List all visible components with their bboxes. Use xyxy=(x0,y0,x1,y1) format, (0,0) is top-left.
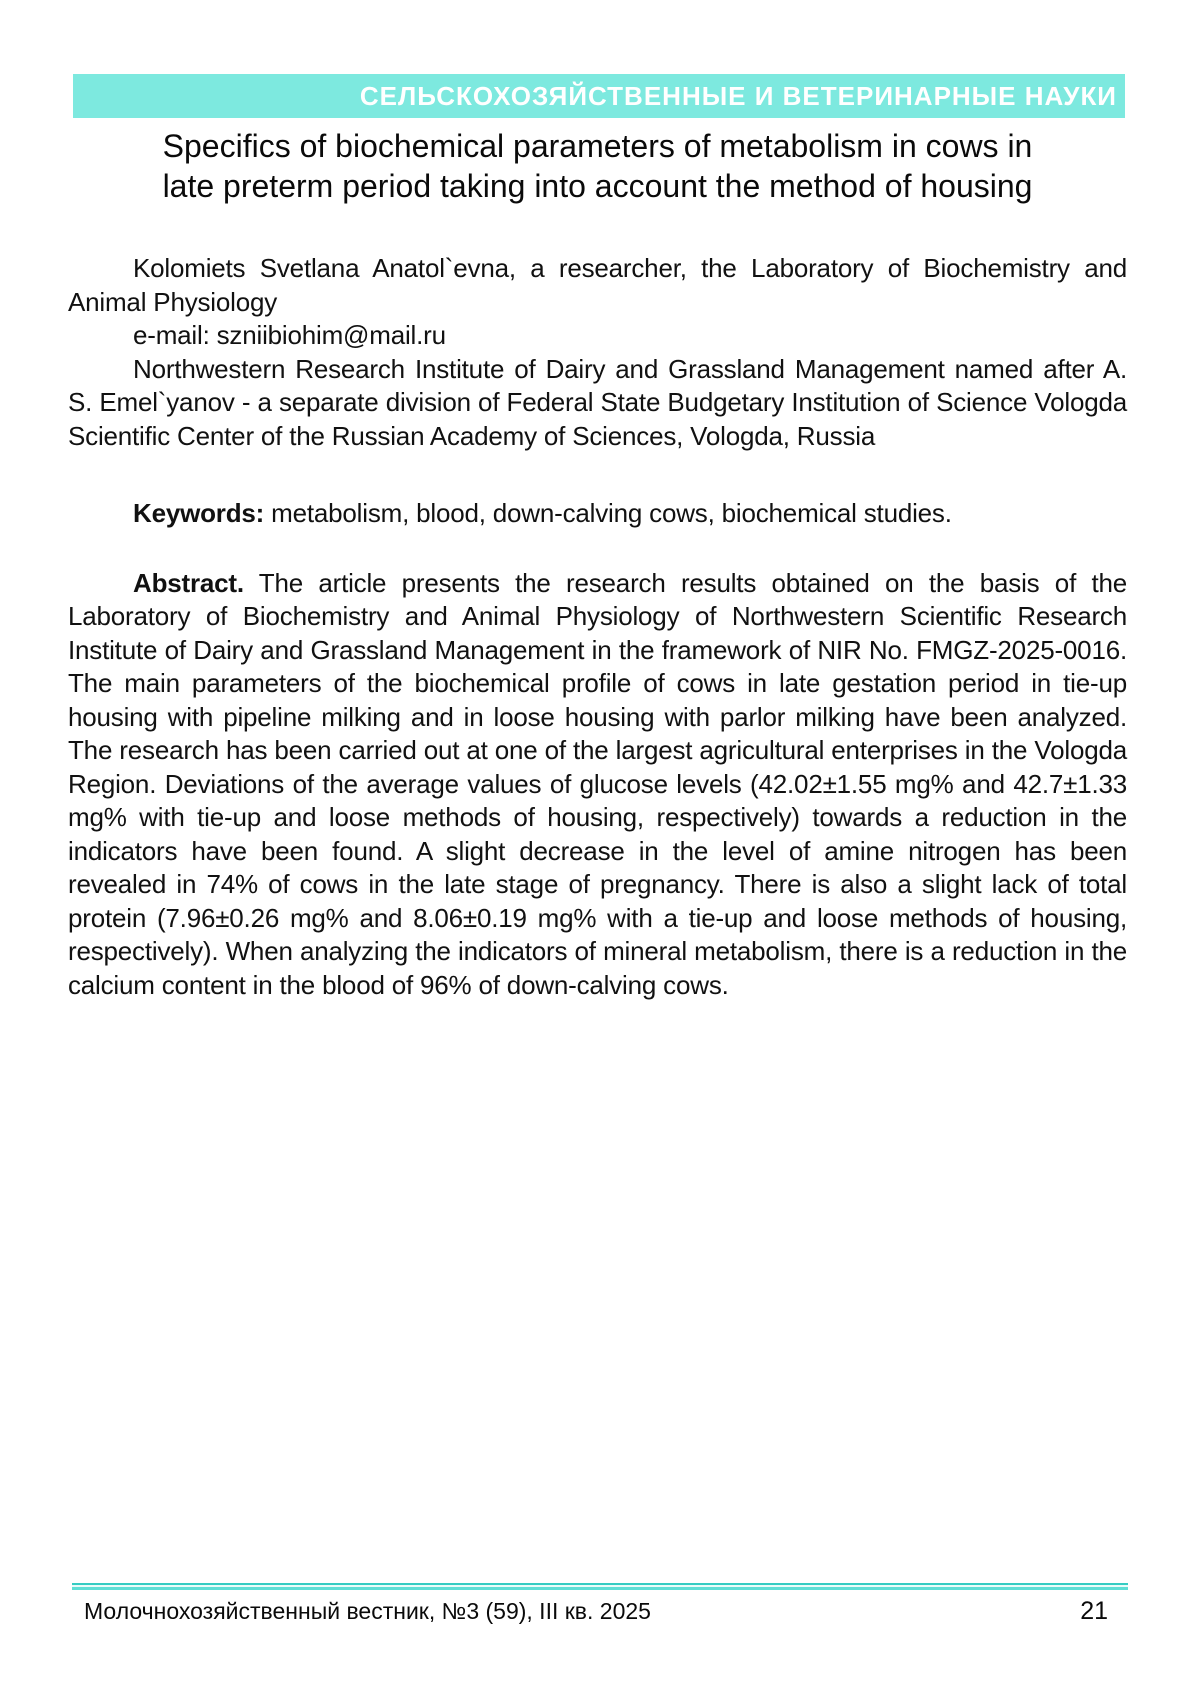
abstract-text: The article presents the research results obtained on the basis of the Laboratory of Biochemistry and Animal Physiology of Northwestern Scientific Research Institute of Dairy and Grassland Management in the framework of NIR No. FMGZ-2025-0016. The main parameters of the biochemical profile of cows in late gestation period in tie-up housing with pipeline milking and in loose housing with parlor milking have been analyzed. The research has been carried out at one of the largest agricultural enterprises in the Vologda Region. Deviations of the average values of glucose levels (42.02±1.55 mg% and 42.7±1.33 mg% with tie-up and loose methods of housing, respectively) towards a reduction in the indicators have been found. A slight decrease in the level of amine nitrogen has been revealed in 74% of cows in the late stage of pregnancy. There is also a slight lack of total protein (7.96±0.26 mg% and 8.06±0.19 mg% with a tie-up and loose methods of housing, respectively). When analyzing the indicators of mineral metabolism, there is a reduction in the calcium content in the blood of 96% of down-calving cows. xyxy=(68,567,1127,1000)
footer-journal-line: Молочнохозяйственный вестник, №3 (59), III кв. 2025 xyxy=(84,1598,651,1624)
footer-page-number: 21 xyxy=(1080,1597,1108,1625)
email-line: e-mail: szniibiohim@mail.ru xyxy=(133,320,446,350)
abstract-paragraph xyxy=(68,567,1127,1003)
article-title-line-2: late preterm period taking into account the method of housing xyxy=(162,168,1033,204)
keywords-section xyxy=(68,497,1127,531)
page-content xyxy=(68,0,1127,1002)
keywords-label: Keywords: xyxy=(133,498,265,528)
article-title-line-1: Specifics of biochemical parameters of metabolism in cows in xyxy=(162,128,1033,164)
author-line: Kolomiets Svetlana Anatol`evna, a researcher, the Laboratory of Biochemistry and Animal Physiology xyxy=(68,253,1127,317)
abstract-section xyxy=(68,567,1127,1003)
author-block xyxy=(68,252,1127,453)
section-header-text: СЕЛЬСКОХОЗЯЙСТВЕННЫЕ И ВЕТЕРИНАРНЫЕ НАУКИ xyxy=(359,81,1117,111)
affiliation-line: Northwestern Research Institute of Dairy and Grassland Management named after A. S. Emel`yanov - a separate division of Federal State Budgetary Institution of Science Vologda Scientific Center of the Russian Academy of Sciences, Vologda, Russia xyxy=(68,353,1127,451)
section-header-banner xyxy=(73,74,1125,118)
article-title xyxy=(68,126,1127,206)
keywords-text: metabolism, blood, down-calving cows, biochemical studies. xyxy=(264,498,952,528)
page-footer xyxy=(72,1583,1128,1626)
abstract-label: Abstract. xyxy=(133,567,244,598)
footer-divider-rule xyxy=(72,1583,1128,1590)
footer-row xyxy=(72,1597,1128,1626)
keywords-paragraph xyxy=(68,497,1127,531)
